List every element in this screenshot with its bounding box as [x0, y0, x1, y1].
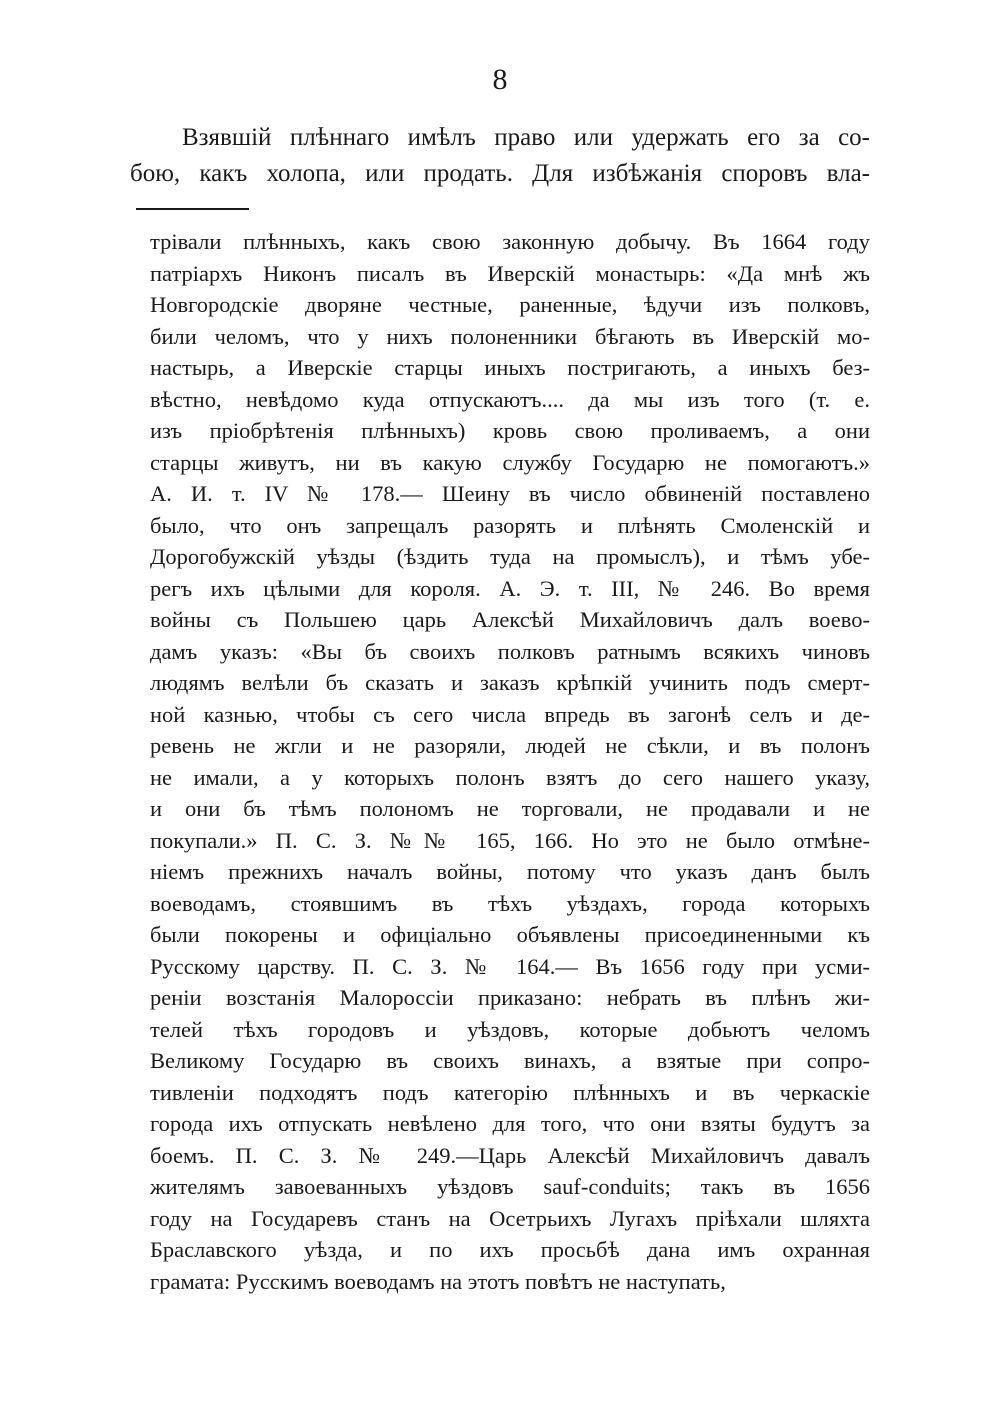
footnote-line: реніи возстанія Малороссіи приказано: небрать въ плѣнъ жи-	[150, 985, 870, 1010]
footnote-line: изъ пріобрѣтенія плѣнныхъ) кровь свою проливаемъ, а они	[150, 418, 870, 443]
footnote-line: тивленіи подходятъ подъ категорію плѣнныхъ и въ черкаскіе	[150, 1079, 870, 1105]
footnote-divider	[136, 208, 249, 210]
main-text	[130, 120, 870, 192]
footnote-line: Новгородскіе дворяне честные, раненные, ѣдучи изъ полковъ,	[150, 292, 870, 317]
footnote-line: боемъ. П. С. З. № 249.—Царь Алексѣй Михайловичъ давалъ	[150, 1142, 870, 1168]
footnote-line: телей тѣхъ городовъ и уѣздовъ, которые добьютъ челомъ	[150, 1016, 870, 1042]
footnote-line: дамъ указъ: «Вы бъ своихъ полковъ ратнымъ всякихъ чиновъ	[150, 638, 870, 664]
footnote-line: ревень не жгли и не разоряли, людей не сѣкли, и въ полонъ	[150, 733, 870, 758]
footnote-line: грамата: Русскимъ воеводамъ на этотъ повѣтъ не наступать,	[150, 1268, 726, 1294]
footnote-line: били челомъ, что у нихъ полоненники бѣгають въ Иверскій мо-	[150, 323, 870, 349]
footnote-line: было, что онъ запрещалъ разорять и плѣнять Смоленскій и	[150, 512, 870, 538]
footnote-line: Дорогобужскій уѣзды (ѣздить туда на промыслъ), и тѣмъ убе-	[150, 544, 870, 569]
footnote-line: были покорены и офиціально объявлены присоединенными къ	[150, 922, 870, 947]
footnote-line: Великому Государю въ своихъ винахъ, а взятые при сопро-	[150, 1048, 870, 1073]
main-text-line: бою, какъ холопа, или продать. Для избѣжанія споровъ вла-	[130, 160, 870, 187]
footnote-line: ніемъ прежнихъ началъ войны, потому что указъ данъ былъ	[150, 859, 870, 884]
footnote-line: патріархъ Никонъ писалъ въ Иверскій монастырь: «Да мнѣ жъ	[150, 260, 870, 286]
footnote-line: города ихъ отпускать невѣлено для того, что они взяты будутъ за	[150, 1111, 870, 1136]
footnote-line: А. И. т. IV № 178.— Шеину въ число обвиненій поставлено	[150, 481, 870, 506]
main-text-line: Взявшій плѣннаго имѣлъ право или удержать его за со-	[182, 124, 870, 151]
footnote-line: ной казнью, чтобы съ сего числа впредь въ загонѣ селъ и де-	[150, 701, 870, 727]
footnote-line: и они бъ тѣмъ полономъ не торговали, не продавали и не	[150, 796, 870, 821]
footnote-line: Браславского уѣзда, и по ихъ просьбѣ дана имъ охранная	[150, 1237, 870, 1262]
footnote-line: людямъ велѣли бъ сказать и заказъ крѣпкій учинить подъ смерт-	[150, 670, 870, 695]
footnote-line: году на Государевъ станъ на Осетрьихъ Лугахъ пріѣхали шляхта	[150, 1205, 870, 1231]
footnote	[150, 226, 870, 1297]
footnote-line: старцы живутъ, ни въ какую службу Государю не помогаютъ.»	[150, 449, 870, 475]
footnote-line: покупали.» П. С. З. №№ 165, 166. Но это не было отмѣне-	[150, 827, 870, 853]
footnote-line: трівали плѣнныхъ, какъ свою законную добычу. Въ 1664 году	[150, 229, 870, 254]
footnote-line: воеводамъ, стоявшимъ въ тѣхъ уѣздахъ, города которыхъ	[150, 890, 870, 916]
footnote-line: жителямъ завоеванныхъ уѣздовъ sauf-conduits; такъ въ 1656	[150, 1174, 870, 1199]
footnote-line: регъ ихъ цѣлыми для короля. А. Э. т. III, № 246. Во время	[150, 575, 870, 601]
page-number: 8	[492, 63, 508, 96]
footnote-line: войны съ Польшею царь Алексѣй Михайловичъ далъ воево-	[150, 607, 870, 632]
footnote-line: не имали, а у которыхъ полонъ взятъ до сего нашего указу,	[150, 764, 870, 790]
footnote-line: вѣстно, невѣдомо куда отпускаютъ.... да мы изъ того (т. е.	[150, 386, 870, 412]
footnote-line: настырь, а Иверскіе старцы иныхъ постригають, а иныхъ без-	[150, 355, 870, 380]
footnote-line: Русскому царству. П. С. З. № 164.— Въ 1656 году при усми-	[150, 953, 870, 979]
